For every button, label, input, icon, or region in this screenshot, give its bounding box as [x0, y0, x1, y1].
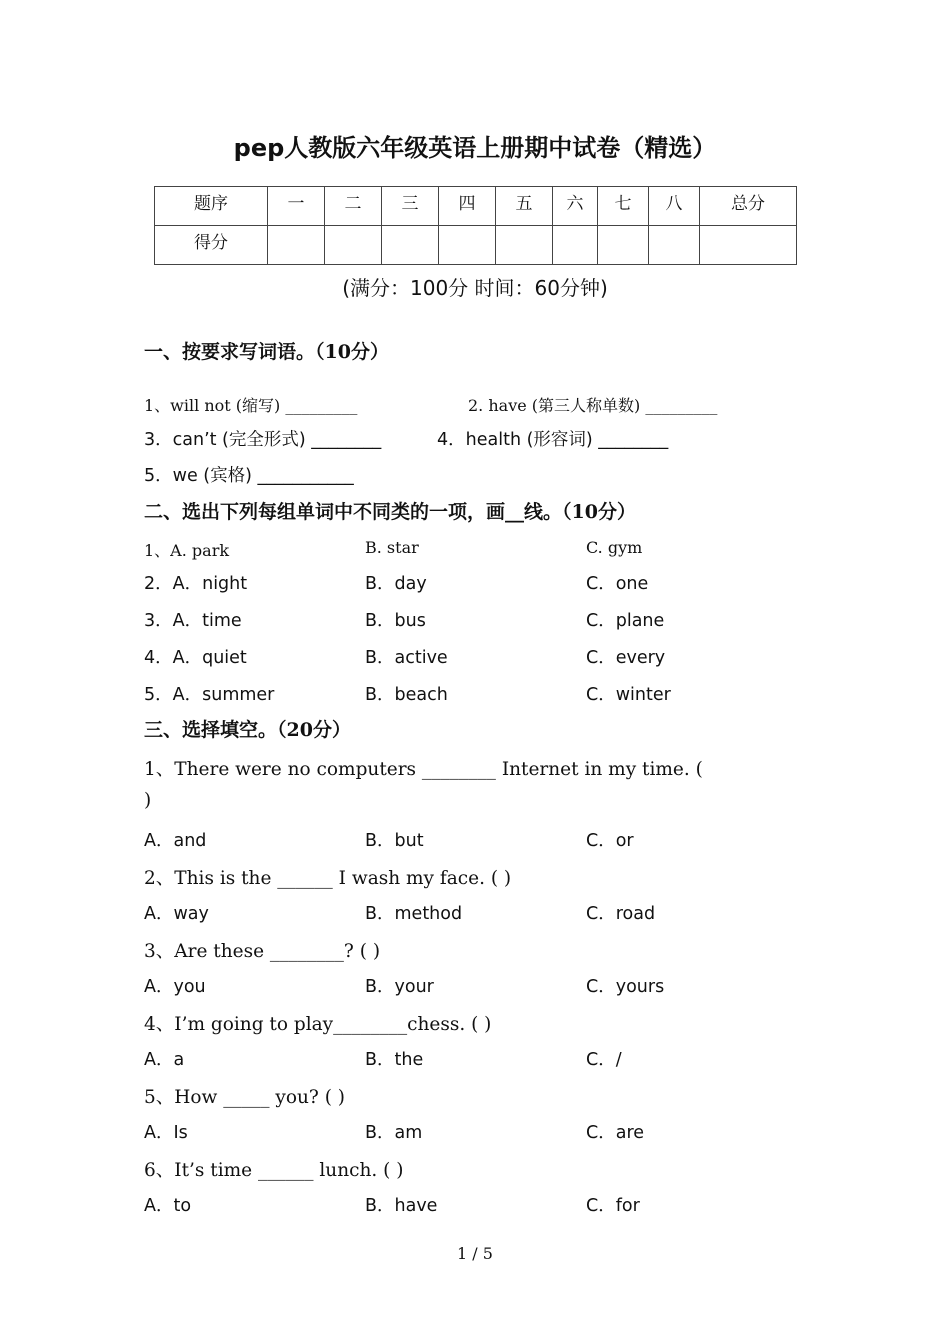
score-header-cell: 二 — [325, 187, 382, 226]
score-header-cell: 题序 — [155, 187, 268, 226]
section2-row1-option-b: B. star — [365, 538, 419, 557]
section3-q4-option-c: C．/ — [586, 1050, 622, 1070]
score-cell[interactable] — [268, 226, 325, 265]
section3-q3-option-b: B．your — [365, 977, 434, 997]
section3-q3-stem: 3、Are these ________? ( ) — [144, 941, 381, 962]
section3-q6-option-c: C．for — [586, 1196, 640, 1216]
section1-q5: 5．we (宾格) ___________ — [144, 466, 354, 486]
score-table-header-row — [155, 187, 797, 226]
section1-q2: 2. have (第三人称单数) _________ — [468, 396, 718, 415]
section2-row4-option-a: 4．A．quiet — [144, 648, 247, 668]
score-header-cell: 五 — [496, 187, 553, 226]
section2-row2-option-c: C．one — [586, 574, 649, 594]
section2-row5-option-b: B．beach — [365, 685, 448, 705]
score-cell[interactable] — [649, 226, 700, 265]
section2-row2-option-b: B．day — [365, 574, 427, 594]
section1-q3: 3．can’t (完全形式) ________ — [144, 430, 382, 450]
score-cell[interactable] — [700, 226, 797, 265]
section2-row3-option-c: C．plane — [586, 611, 665, 631]
score-table — [154, 186, 797, 265]
page-title: pep人教版六年级英语上册期中试卷（精选） — [233, 134, 717, 162]
section3-q2-option-a: A．way — [144, 904, 209, 924]
section3-q2-option-c: C．road — [586, 904, 656, 924]
section2-heading: 二、选出下列每组单词中不同类的一项，画__线。（10分） — [144, 501, 636, 523]
section3-q2-stem: 2、This is the ______ I wash my face. ( ) — [144, 868, 512, 889]
section3-q6-option-b: B．have — [365, 1196, 438, 1216]
section3-q1-option-c: C．or — [586, 831, 634, 851]
score-row-label: 得分 — [155, 226, 268, 265]
section2-row3-option-b: B．bus — [365, 611, 426, 631]
score-cell[interactable] — [439, 226, 496, 265]
score-cell[interactable] — [598, 226, 649, 265]
score-header-cell: 八 — [649, 187, 700, 226]
score-cell[interactable] — [325, 226, 382, 265]
section3-q6-option-a: A．to — [144, 1196, 192, 1216]
score-table-score-row — [155, 226, 797, 265]
score-cell[interactable] — [496, 226, 553, 265]
section2-row1-option-a: 1、A. park — [144, 541, 230, 560]
section3-q1-option-a: A．and — [144, 831, 207, 851]
section3-q5-stem: 5、How _____ you? ( ) — [144, 1087, 346, 1108]
section3-q2-option-b: B．method — [365, 904, 463, 924]
section1-heading: 一、按要求写词语。（10分） — [144, 341, 389, 363]
section3-q5-option-c: C．are — [586, 1123, 645, 1143]
section3-q5-option-b: B．am — [365, 1123, 423, 1143]
section2-row4-option-b: B．active — [365, 648, 448, 668]
score-cell[interactable] — [553, 226, 598, 265]
score-header-cell: 三 — [382, 187, 439, 226]
section3-heading: 三、选择填空。（20分） — [144, 719, 351, 741]
section2-row3-option-a: 3．A．time — [144, 611, 242, 631]
section1-q4: 4．health (形容词) ________ — [437, 430, 669, 450]
section3-q4-option-a: A．a — [144, 1050, 185, 1070]
section3-q5-option-a: A．Is — [144, 1123, 188, 1143]
section1-q1: 1、will not (缩写) _________ — [144, 396, 358, 415]
section3-q1-stem-cont: ) — [144, 790, 152, 811]
score-header-cell: 一 — [268, 187, 325, 226]
full-score-line: (满分：100分 时间：60分钟) — [342, 276, 608, 300]
section3-q3-option-c: C．yours — [586, 977, 665, 997]
score-header-cell: 六 — [553, 187, 598, 226]
score-header-cell: 四 — [439, 187, 496, 226]
section2-row2-option-a: 2．A．night — [144, 574, 248, 594]
score-cell[interactable] — [382, 226, 439, 265]
score-header-cell: 七 — [598, 187, 649, 226]
section3-q3-option-a: A．you — [144, 977, 206, 997]
section2-row4-option-c: C．every — [586, 648, 666, 668]
section2-row5-option-a: 5．A．summer — [144, 685, 275, 705]
section2-row5-option-c: C．winter — [586, 685, 671, 705]
section3-q1-option-b: B．but — [365, 831, 424, 851]
page-number: 1 / 5 — [457, 1244, 493, 1263]
section3-q4-option-b: B．the — [365, 1050, 424, 1070]
section3-q6-stem: 6、It’s time ______ lunch. ( ) — [144, 1160, 404, 1181]
section3-q1-stem: 1、There were no computers ________ Internet in my time. ( — [144, 759, 703, 780]
section2-row1-option-c: C. gym — [586, 538, 643, 557]
section3-q4-stem: 4、I’m going to play________chess. ( ) — [144, 1014, 492, 1035]
score-header-cell: 总分 — [700, 187, 797, 226]
